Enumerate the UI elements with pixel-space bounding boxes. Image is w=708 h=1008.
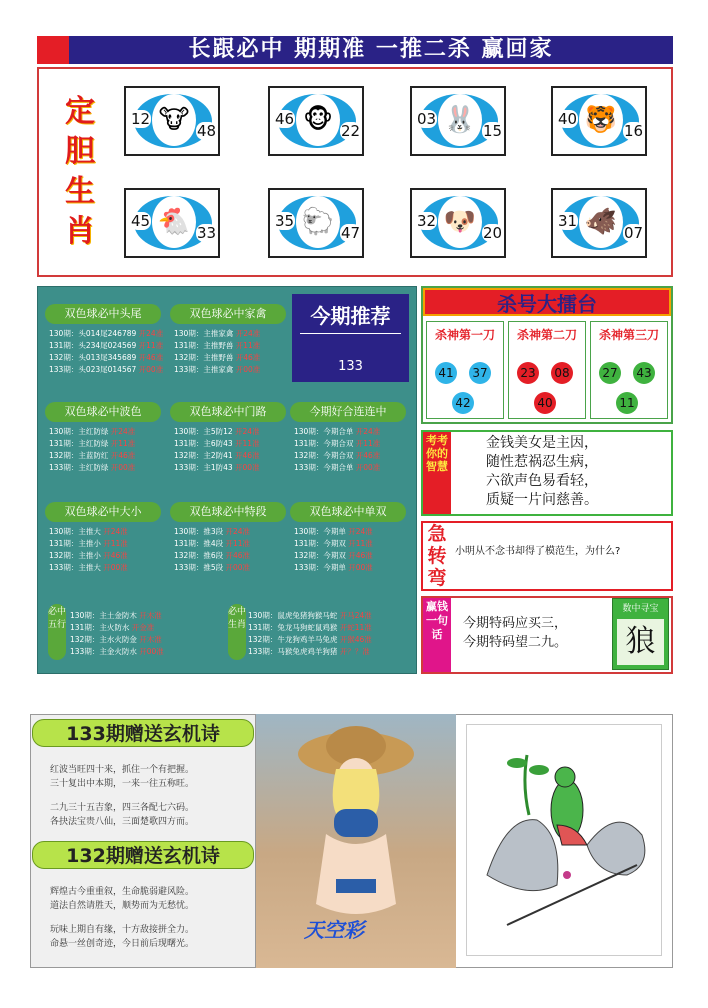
- section-line-text: 130期：推3段: [174, 527, 224, 536]
- section-line-result: 开46准: [235, 451, 260, 460]
- poem-line: 道法自然请胜天，顺势而为无愁忧。: [50, 901, 195, 911]
- section-line: [174, 562, 250, 574]
- poem-line: 红波当旺四十来，抓住一个有把握。: [50, 765, 195, 775]
- section-line-text: 130期：今期单: [294, 527, 346, 536]
- header-banner: 长跟必中 期期准 一推二杀 赢回家: [69, 36, 673, 64]
- section-line: [174, 438, 260, 450]
- section-line-result: 开24准: [138, 329, 164, 338]
- section-line: [248, 646, 370, 658]
- section-line-result: 开46准: [138, 353, 164, 362]
- section-line-text: 132期：主水火防金: [70, 635, 137, 644]
- wisdom-line: 六欲声色易看轻，: [486, 473, 598, 489]
- kill-column: [426, 321, 504, 419]
- section-line-text: 132期：主推小: [49, 551, 101, 560]
- section-line-result: 开蛇11准: [339, 623, 372, 632]
- section-line-result: 开11准: [348, 539, 373, 548]
- section-line-text: 132期：今期合双: [294, 451, 354, 460]
- wisdom-tag: 考考你的智慧: [423, 432, 451, 514]
- section-line: [174, 538, 250, 550]
- poem133-title: 133期赠送玄机诗: [32, 719, 254, 747]
- section-line: [174, 550, 250, 562]
- rabbit-icon: 🐰: [438, 94, 482, 146]
- section-line-result: 开46准: [110, 451, 136, 460]
- section-line-text: 131期：主推野兽: [174, 341, 234, 350]
- section-line-result: 开24准: [225, 527, 251, 536]
- section-line-result: 开木准: [139, 635, 162, 644]
- section-line-text: 133期：主红防绿: [49, 463, 109, 472]
- zodiac-number: 16: [624, 122, 644, 140]
- section-line-text: 133期：今期单: [294, 563, 346, 572]
- painting-illustration: [467, 725, 663, 957]
- win-tag: 赢钱一句话: [423, 598, 451, 672]
- section-line-result: 开11准: [355, 439, 381, 448]
- section-line: [174, 352, 260, 364]
- section-line-result: 开24准: [235, 329, 261, 338]
- recommend-title: 今期推荐: [310, 304, 391, 328]
- wisdom-text: [486, 434, 598, 510]
- kill-title: 杀号大擂台: [423, 288, 671, 316]
- zodiac-card: [124, 86, 220, 156]
- section-line: [174, 526, 250, 538]
- section-line-text: 132期：头013尾345689: [49, 353, 137, 362]
- zodiac-title-char: 定: [65, 94, 95, 129]
- section-line: [294, 526, 373, 538]
- zodiac-number: 48: [197, 122, 217, 140]
- kill-column-head: 杀神第一刀: [434, 328, 495, 342]
- section-line-text: 131期：今期双: [294, 539, 346, 548]
- zodiac-number: 40: [558, 110, 578, 128]
- poem-line: 二九三十五吉象，四三各配七六码。: [50, 803, 195, 813]
- zodiac-title-char: 生: [65, 174, 95, 209]
- zodiac-card: [551, 188, 647, 258]
- zodiac-number: 03: [417, 110, 437, 128]
- kill-ball: 41: [435, 362, 457, 384]
- section-line: [174, 462, 260, 474]
- kill-ball: 23: [517, 362, 539, 384]
- section-line: [294, 562, 373, 574]
- zodiac-number: 07: [624, 224, 644, 242]
- win-line: 今期特码应买三，: [463, 616, 568, 631]
- section-line: [174, 340, 260, 352]
- zodiac-number: 45: [131, 212, 151, 230]
- kill-ball: 08: [551, 362, 573, 384]
- dog-icon: 🐶: [438, 196, 482, 248]
- section-line-result: 开46准: [225, 551, 251, 560]
- section-title: 双色球必中特段: [170, 502, 286, 522]
- ox-icon: 🐮: [152, 94, 196, 146]
- section-line: [294, 462, 380, 474]
- section-line-result: 开马24准: [339, 611, 372, 620]
- zodiac-title: [58, 92, 102, 252]
- section-line-text: 133期：主1防43: [174, 463, 233, 472]
- section-line-result: 开46准: [235, 353, 261, 362]
- zodiac-title-char: 肖: [65, 214, 95, 249]
- section-line: [70, 610, 162, 622]
- zodiac-number: 15: [483, 122, 503, 140]
- section-line-text: 133期：主推大: [49, 563, 101, 572]
- section-line: [248, 634, 372, 646]
- poem-line: 命悬一丝创奇迹，今日前后现曙光。: [50, 939, 195, 949]
- section-line-text: 133期：推5段: [174, 563, 224, 572]
- section-line-result: 开00准: [110, 463, 136, 472]
- section-line-text: 131期：主火防水: [70, 623, 130, 632]
- section-line: [70, 634, 162, 646]
- section-line: [294, 438, 380, 450]
- section-line-text: 132期：主推野兽: [174, 353, 234, 362]
- painting-image: [466, 724, 662, 956]
- monkey-icon: 🐵: [296, 94, 340, 146]
- section-line-text: 132期：牛龙狗鸡羊马兔虎: [248, 635, 338, 644]
- section-line-text: 132期：推6段: [174, 551, 224, 560]
- section-line-text: 132期：主2防41: [174, 451, 233, 460]
- section-line-text: 131期：兔龙马狗蛇鼠鸡猴: [248, 623, 338, 632]
- poem-line: 三十复出中本期，一来一往五称旺。: [50, 779, 195, 789]
- poem133-text: [50, 763, 194, 829]
- poem132-text: [50, 885, 194, 951]
- section-title: 双色球必中波色: [45, 402, 161, 422]
- section-line-text: 131期：推4段: [174, 539, 224, 548]
- section-line: [49, 538, 128, 550]
- turn-question: 小明从不念书却得了模范生，为什么?: [455, 546, 621, 557]
- section-line: [174, 426, 260, 438]
- wisdom-line: 质疑一片问慈善。: [486, 492, 598, 508]
- kill-ball: 43: [633, 362, 655, 384]
- zodiac-number: 35: [275, 212, 295, 230]
- section-line-text: 133期：马猴兔虎鸡羊狗猪: [248, 647, 338, 656]
- section-line-text: 131期：主红防绿: [49, 439, 109, 448]
- section-line-text: 131期：主推小: [49, 539, 101, 548]
- section-line: [49, 562, 128, 574]
- recommend-divider: [300, 333, 401, 334]
- section-line-text: 130期：主红防绿: [49, 427, 109, 436]
- wisdom-line: 金钱美女是主因，: [486, 435, 598, 451]
- rooster-icon: 🐔: [152, 196, 196, 248]
- zodiac-card: [551, 86, 647, 156]
- section-line-result: 开11准: [235, 439, 260, 448]
- section-line-result: 开24准: [355, 427, 381, 436]
- section-line: [248, 622, 372, 634]
- poem-line: 辉煌古今重重叙，生命脆弱避风险。: [50, 887, 195, 897]
- section-line-result: 开24准: [348, 527, 373, 536]
- section-line: [70, 646, 164, 658]
- section-line: [49, 352, 163, 364]
- section-title: 双色球必中家禽: [170, 304, 286, 324]
- section-line-text: 130期：头014尾246789: [49, 329, 137, 338]
- section-line-result: 开金准: [131, 623, 155, 632]
- section-line-result: 开00准: [235, 463, 260, 472]
- section-line-result: 开11准: [103, 539, 128, 548]
- section-line: [294, 426, 380, 438]
- kill-column-head: 杀神第三刀: [598, 328, 659, 342]
- section-line-text: 130期：今期合单: [294, 427, 354, 436]
- zodiac-number: 20: [483, 224, 503, 242]
- section-line: [174, 450, 260, 462]
- section-line-result: 开24准: [110, 427, 136, 436]
- section-line-result: 开46准: [103, 551, 128, 560]
- section-line-result: 开24准: [103, 527, 128, 536]
- kill-column-head: 杀神第二刀: [516, 328, 577, 342]
- zodiac-card: [410, 86, 506, 156]
- sheep-icon: 🐑: [296, 196, 340, 248]
- section-line-result: 开46准: [355, 451, 381, 460]
- kill-ball: 37: [469, 362, 491, 384]
- section-line-text: 130期：鼠虎兔猪狗猴马蛇: [248, 611, 338, 620]
- photo-watermark: 天空彩: [304, 918, 364, 942]
- section-line-result: 开猴46准: [339, 635, 372, 644]
- section-title: 双色球必中门路: [170, 402, 286, 422]
- section-line-result: 开11准: [110, 439, 136, 448]
- wisdom-line: 随性惹祸忍生病，: [486, 454, 598, 470]
- zodiac-number: 47: [341, 224, 361, 242]
- section-title: 双色球必中头尾: [45, 304, 161, 324]
- section-line-result: 开00准: [235, 365, 261, 374]
- header-red-block: [37, 36, 69, 64]
- section-line-text: 132期：今期双: [294, 551, 346, 560]
- section-line: [49, 364, 163, 376]
- section-line-result: 开24准: [235, 427, 260, 436]
- zodiac-number: 46: [275, 110, 295, 128]
- section-line: [294, 450, 380, 462]
- section-line-text: 130期：主推家禽: [174, 329, 234, 338]
- zodiac-card: [124, 188, 220, 258]
- boar-icon: 🐗: [579, 196, 623, 248]
- recommend-number: 133: [338, 359, 363, 374]
- section-line: [49, 328, 163, 340]
- section-line-result: 开11准: [225, 539, 251, 548]
- section-vertical-title: 必中生肖: [228, 604, 246, 660]
- section-title: 双色球必中大小: [45, 502, 161, 522]
- poem-line: 玩味上期自有缘，十方敌接拼全力。: [50, 925, 195, 935]
- kill-column: [590, 321, 668, 419]
- kill-ball: 27: [599, 362, 621, 384]
- section-line-text: 130期：主推大: [49, 527, 101, 536]
- section-line: [49, 450, 135, 462]
- section-line-result: 开00准: [139, 647, 164, 656]
- section-line-text: 133期：头023尾014567: [49, 365, 137, 374]
- zodiac-number: 12: [131, 110, 151, 128]
- section-line: [174, 328, 260, 340]
- section-title: 双色球必中单双: [290, 502, 406, 522]
- section-line-text: 133期：今期合单: [294, 463, 354, 472]
- section-line-result: 开11准: [138, 341, 164, 350]
- zodiac-card: [410, 188, 506, 258]
- section-line-text: 131期：今期合双: [294, 439, 354, 448]
- section-line: [70, 622, 154, 634]
- treasure-title: 数中寻宝: [622, 604, 659, 614]
- treasure-char: 狼: [617, 619, 664, 665]
- section-line: [49, 340, 163, 352]
- section-line: [49, 526, 128, 538]
- section-line-text: 133期：主金火防水: [70, 647, 137, 656]
- zodiac-number: 22: [341, 122, 361, 140]
- section-line-text: 130期：主土金防木: [70, 611, 137, 620]
- zodiac-number: 31: [558, 212, 578, 230]
- zodiac-title-char: 胆: [65, 134, 95, 169]
- section-line-result: 开00准: [355, 463, 381, 472]
- zodiac-card: [268, 188, 364, 258]
- win-line: 今期特码望二九。: [463, 635, 568, 650]
- poem132-title: 132期赠送玄机诗: [32, 841, 254, 869]
- section-line-text: 131期：头234尾024569: [49, 341, 137, 350]
- section-line: [49, 550, 128, 562]
- kill-column: [508, 321, 586, 419]
- section-line: [49, 462, 135, 474]
- section-line-result: 开11准: [235, 341, 261, 350]
- photo-image: [256, 714, 456, 968]
- section-line-result: 开46准: [348, 551, 373, 560]
- section-vertical-title: 必中五行: [48, 604, 66, 660]
- tiger-icon: 🐯: [579, 94, 623, 146]
- turn-tag: 急转弯: [423, 523, 451, 589]
- section-line: [248, 610, 372, 622]
- section-title: 今期好合连连中: [290, 402, 406, 422]
- kill-ball: 42: [452, 392, 474, 414]
- section-line-result: 开00准: [138, 365, 164, 374]
- zodiac-card: [268, 86, 364, 156]
- section-line: [174, 364, 260, 376]
- section-line: [49, 426, 135, 438]
- win-text: [463, 614, 567, 652]
- section-line-result: 开00准: [348, 563, 373, 572]
- section-line-result: 开00准: [103, 563, 128, 572]
- section-line-text: 132期：主蓝防红: [49, 451, 109, 460]
- kill-ball: 11: [616, 392, 638, 414]
- section-line: [294, 538, 373, 550]
- kill-ball: 40: [534, 392, 556, 414]
- section-line-text: 131期：主6防43: [174, 439, 233, 448]
- section-line-result: 开？？准: [339, 647, 370, 656]
- section-line: [294, 550, 373, 562]
- section-line-text: 133期：主推家禽: [174, 365, 234, 374]
- section-line-text: 130期：主5防12: [174, 427, 233, 436]
- poem-line: 各抉法宝贵八仙，三面楚歌四方而。: [50, 817, 195, 827]
- section-line-result: 开00准: [225, 563, 251, 572]
- zodiac-number: 32: [417, 212, 437, 230]
- section-line: [49, 438, 135, 450]
- section-line-result: 开木准: [139, 611, 162, 620]
- zodiac-number: 33: [197, 224, 217, 242]
